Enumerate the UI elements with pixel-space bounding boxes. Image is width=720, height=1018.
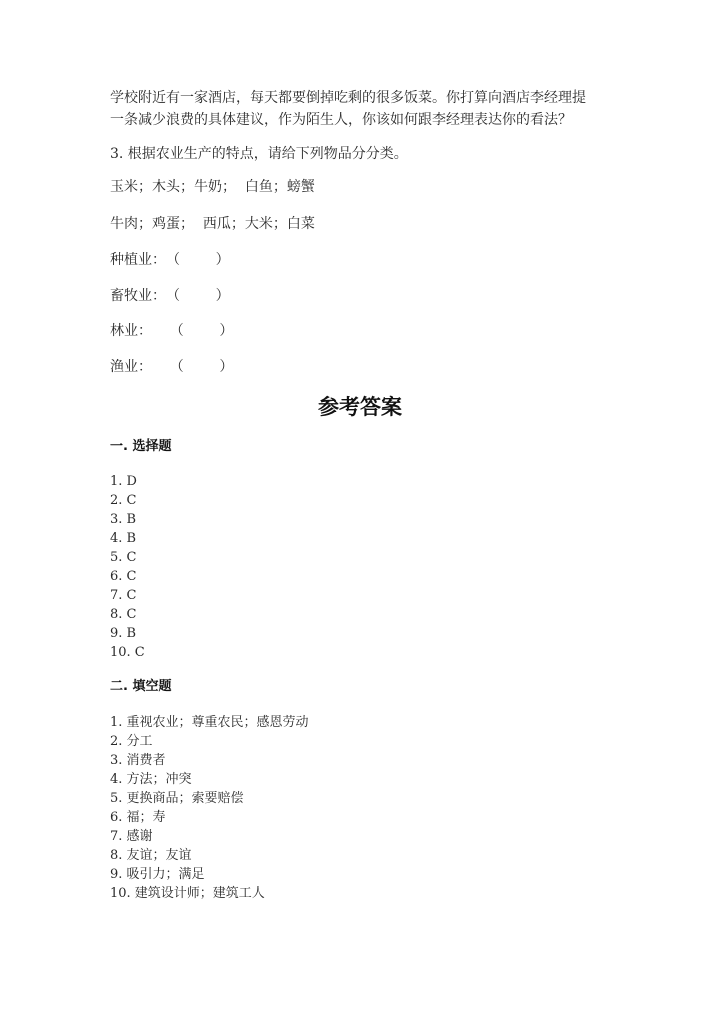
answer-item: 8. C: [110, 607, 137, 622]
answer-item: 4. B: [110, 531, 137, 546]
answer-item: 9. 吸引力；满足: [110, 867, 205, 882]
category-forestry: [110, 321, 233, 341]
answer-item: 8. 友谊；友谊: [110, 848, 192, 863]
answer-key-title: 参考答案: [318, 395, 402, 419]
answer-item: 3. 消费者: [110, 753, 166, 768]
question-3-prompt: 3. 根据农业生产的特点，请给下列物品分分类。: [110, 146, 408, 162]
fill-in-blank-answer-list: [110, 713, 309, 903]
answer-item: 2. 分工: [110, 734, 153, 749]
category-label: 渔业：: [110, 359, 152, 375]
category-label: 种植业：: [110, 252, 166, 268]
category-label: 畜牧业：: [110, 288, 166, 304]
category-planting: [110, 250, 230, 270]
answer-blank: （ ）: [152, 359, 234, 375]
answer-item: 5. C: [110, 550, 137, 565]
answer-item: 10. 建筑设计师；建筑工人: [110, 886, 265, 901]
answer-item: 6. 福；寿: [110, 810, 166, 825]
section-heading-fill-in-blank: 二. 填空题: [110, 679, 172, 694]
answer-item: 9. B: [110, 626, 137, 641]
answer-item: 3. B: [110, 512, 137, 527]
answer-item: 1. 重视农业；尊重农民；感恩劳动: [110, 715, 309, 730]
question-3-items-line-2: 牛肉；鸡蛋； 西瓜；大米；白菜: [110, 216, 315, 232]
answer-item: 5. 更换商品；索要赔偿: [110, 791, 244, 806]
answer-blank: （ ）: [152, 323, 234, 339]
answer-item: 7. C: [110, 588, 137, 603]
category-label: 林业：: [110, 323, 152, 339]
category-animal-husbandry: [110, 286, 230, 306]
answer-item: 6. C: [110, 569, 137, 584]
answer-blank: （ ）: [166, 288, 230, 304]
answer-item: 4. 方法；冲突: [110, 772, 192, 787]
question-intro-line-2: 一条减少浪费的具体建议，作为陌生人，你该如何跟李经理表达你的看法？: [110, 112, 572, 128]
answer-item: 2. C: [110, 493, 137, 508]
question-intro-line-1: 学校附近有一家酒店，每天都要倒掉吃剩的很多饭菜。你打算向酒店李经理提: [110, 90, 586, 106]
answer-item: 1. D: [110, 474, 137, 489]
question-3-items-line-1: 玉米；木头；牛奶； 白鱼；螃蟹: [110, 179, 315, 195]
section-heading-multiple-choice: 一. 选择题: [110, 439, 172, 454]
multiple-choice-answer-list: [110, 472, 145, 662]
answer-item: 7. 感谢: [110, 829, 153, 844]
answer-blank: （ ）: [166, 252, 230, 268]
category-fishery: [110, 357, 233, 377]
answer-item: 10. C: [110, 645, 145, 660]
